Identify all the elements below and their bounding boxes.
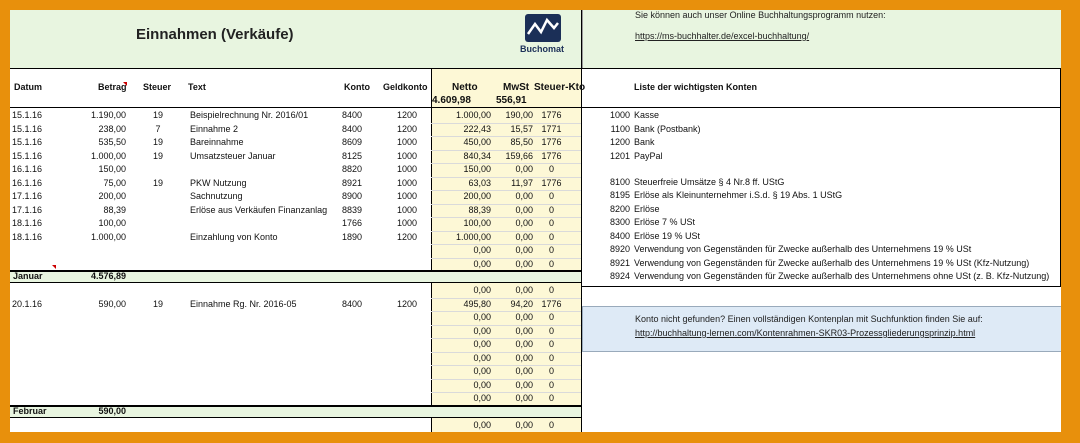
info-panel-top: [582, 10, 1061, 68]
col-header-netto: Netto: [452, 82, 478, 93]
month-total-border: [10, 282, 581, 283]
cell-mwst[interactable]: 0,00: [515, 379, 533, 390]
cell-netto[interactable]: 0,00: [473, 312, 491, 322]
konto-number: 8200: [609, 203, 630, 214]
cell-skto[interactable]: 0: [548, 191, 554, 201]
cell-steuer[interactable]: 19: [152, 150, 163, 161]
cell-geld[interactable]: 1000: [396, 204, 417, 215]
cell-steuer[interactable]: 19: [152, 177, 163, 188]
konto-name: Erlöse als Kleinunternehmer i.S.d. § 19 Abs. 1 UStG: [634, 190, 843, 200]
header-right-border: [1060, 68, 1061, 108]
spreadsheet: [10, 10, 1061, 432]
cell-datum[interactable]: 16.1.16: [12, 164, 43, 174]
cell-betrag[interactable]: 1.190,00: [90, 110, 126, 120]
cell-betrag[interactable]: 535,50: [98, 137, 126, 147]
cell-geld[interactable]: 1000: [396, 164, 417, 174]
cell-skto[interactable]: 0: [548, 245, 554, 255]
cell-mwst[interactable]: 0,00: [515, 245, 533, 255]
month-total-border: [10, 417, 581, 418]
cell-konto[interactable]: 1766: [342, 218, 363, 228]
col-header-mwst: MwSt: [503, 82, 530, 93]
cell-betrag[interactable]: 75,00: [103, 177, 126, 188]
logo-name: Buchomat: [520, 44, 565, 54]
konto-number: 8300: [609, 217, 630, 227]
cell-skto[interactable]: 0: [548, 231, 554, 242]
cell-mwst[interactable]: 0,00: [515, 339, 533, 349]
cell-mwst[interactable]: 0,00: [515, 420, 533, 430]
chart-logo-icon: [525, 14, 561, 42]
cell-mwst[interactable]: 0,00: [515, 312, 533, 322]
cell-konto[interactable]: 1890: [342, 231, 363, 242]
konto-number: 1000: [609, 110, 630, 120]
comment-marker: [52, 265, 56, 269]
cell-skto[interactable]: 0: [548, 325, 554, 336]
cell-konto[interactable]: 8400: [342, 110, 363, 120]
cell-skto[interactable]: 1771: [541, 123, 562, 134]
cell-mwst[interactable]: 0,00: [515, 204, 533, 215]
cell-skto[interactable]: 0: [548, 352, 554, 363]
page-title: Einnahmen (Verkäufe): [136, 26, 294, 43]
cell-konto[interactable]: 8820: [342, 164, 363, 174]
konto-name: Steuerfreie Umsätze § 4 Nr.8 ff. UStG: [634, 176, 785, 187]
cell-mwst[interactable]: 0,00: [515, 191, 533, 201]
cell-text[interactable]: Erlöse aus Verkäufen Finanzanlag: [190, 204, 328, 215]
cell-mwst[interactable]: 0,00: [515, 393, 533, 403]
konto-name: Bank (Postbank): [634, 123, 701, 134]
cell-netto[interactable]: 222,43: [463, 123, 491, 134]
cell-geld[interactable]: 1000: [396, 191, 417, 201]
cell-datum[interactable]: 15.1.16: [12, 150, 43, 161]
cell-betrag[interactable]: 150,00: [98, 164, 126, 174]
cell-mwst[interactable]: 85,50: [510, 137, 533, 147]
cell-mwst[interactable]: 159,66: [505, 150, 533, 161]
cell-netto[interactable]: 150,00: [463, 164, 491, 174]
cell-betrag[interactable]: 238,00: [98, 123, 126, 134]
cell-konto[interactable]: 8839: [342, 204, 363, 215]
cell-netto[interactable]: 1.000,00: [455, 110, 491, 120]
cell-mwst[interactable]: 0,00: [515, 218, 533, 228]
konto-number: 1200: [609, 137, 630, 147]
cell-geld[interactable]: 1200: [396, 231, 417, 242]
cell-geld[interactable]: 1000: [396, 150, 417, 161]
cell-netto[interactable]: 0,00: [473, 393, 491, 403]
cell-skto[interactable]: 1776: [541, 110, 562, 120]
konto-name: PayPal: [634, 150, 663, 161]
cell-konto[interactable]: 8125: [342, 150, 363, 161]
header-top-border: [10, 68, 1061, 69]
konto-number: 1201: [609, 150, 630, 161]
cell-mwst[interactable]: 0,00: [515, 285, 533, 295]
konto-number: 8921: [609, 257, 630, 268]
col-header-steuer-kto: Steuer-Kto: [534, 82, 586, 93]
month-label: Januar: [13, 271, 43, 281]
info-top-text: Sie können auch unser Online Buchhaltungsprogramm nutzen:: [635, 10, 886, 20]
cell-steuer[interactable]: 7: [155, 123, 161, 134]
konto-number: 8100: [609, 176, 630, 187]
cell-netto[interactable]: 0,00: [473, 325, 491, 336]
cell-netto[interactable]: 100,00: [463, 218, 491, 228]
col-header-konto: Konto: [344, 82, 370, 92]
konto-name: Verwendung von Gegenständen für Zwecke außerhalb des Unternehmens ohne USt (z. B. Kfz-Nutzung): [634, 271, 1050, 281]
cell-skto[interactable]: 0: [548, 218, 554, 228]
cell-mwst[interactable]: 94,20: [510, 298, 533, 309]
cell-mwst[interactable]: 0,00: [515, 366, 533, 376]
col-divider-right: [581, 10, 582, 432]
konto-name: Erlöse: [634, 203, 660, 214]
cell-konto[interactable]: 8400: [342, 298, 363, 309]
cell-mwst[interactable]: 0,00: [515, 164, 533, 174]
cell-skto[interactable]: 0: [548, 204, 554, 215]
cell-netto[interactable]: 0,00: [473, 352, 491, 363]
info-bottom-link[interactable]: http://buchhaltung-lernen.com/Kontenrahmen-SKR03-Prozessgliederungsprinzip.html: [635, 328, 976, 338]
cell-datum[interactable]: 18.1.16: [12, 218, 43, 228]
title-band: [10, 10, 581, 68]
konto-number: 8924: [609, 271, 630, 281]
cell-netto[interactable]: 0,00: [473, 379, 491, 390]
info-bottom-text: Konto nicht gefunden? Einen vollständigen Kontenplan mit Suchfunktion finden Sie auf:: [635, 314, 983, 324]
cell-text[interactable]: Einzahlung von Konto: [190, 231, 278, 242]
cell-mwst[interactable]: 190,00: [505, 110, 533, 120]
month-label: Februar: [13, 406, 47, 416]
cell-mwst[interactable]: 0,00: [515, 231, 533, 242]
cell-datum[interactable]: 17.1.16: [12, 191, 43, 201]
cell-text[interactable]: Einnahme 2: [190, 123, 239, 134]
konto-name: Bank: [634, 137, 655, 147]
cell-text[interactable]: Bareinnahme: [190, 137, 244, 147]
konto-number: 8195: [609, 190, 630, 200]
col-header-konten-liste: Liste der wichtigsten Konten: [634, 82, 758, 92]
cell-datum[interactable]: 15.1.16: [12, 123, 43, 134]
header-bottom-border: [10, 107, 1061, 108]
konto-name: Erlöse 19 % USt: [634, 230, 701, 241]
konto-number: 1100: [610, 123, 630, 134]
cell-datum[interactable]: 20.1.16: [12, 298, 43, 309]
cell-konto[interactable]: 8921: [342, 177, 363, 188]
cell-skto[interactable]: 0: [548, 379, 554, 390]
cell-geld[interactable]: 1000: [396, 218, 417, 228]
cell-konto[interactable]: 8400: [342, 123, 363, 134]
cell-skto[interactable]: 0: [548, 420, 554, 430]
month-sum: 590,00: [98, 406, 126, 416]
cell-geld[interactable]: 1000: [396, 137, 417, 147]
cell-text[interactable]: PKW Nutzung: [190, 177, 247, 188]
konto-name: Verwendung von Gegenständen für Zwecke außerhalb des Unternehmens 19 % USt (Kfz-Nutzung): [634, 257, 1030, 268]
cell-skto[interactable]: 1776: [541, 137, 562, 147]
konto-name: Kasse: [634, 110, 660, 120]
cell-skto[interactable]: 0: [548, 339, 554, 349]
cell-text[interactable]: Umsatzsteuer Januar: [190, 150, 276, 161]
cell-betrag[interactable]: 1.000,00: [90, 231, 126, 242]
cell-datum[interactable]: 15.1.16: [12, 137, 43, 147]
cell-netto[interactable]: 0,00: [473, 339, 491, 349]
cell-netto[interactable]: 0,00: [473, 258, 491, 269]
konto-name: Verwendung von Gegenständen für Zwecke außerhalb des Unternehmens 19 % USt: [634, 244, 972, 254]
col-header-steuer: Steuer: [143, 82, 172, 92]
cell-text[interactable]: Einnahme Rg. Nr. 2016-05: [190, 298, 297, 309]
cell-skto[interactable]: 0: [548, 164, 554, 174]
cell-steuer[interactable]: 19: [152, 110, 163, 120]
info-panel-bottom: [582, 306, 1061, 352]
cell-steuer[interactable]: 19: [152, 298, 163, 309]
cell-steuer[interactable]: 19: [152, 137, 163, 147]
cell-betrag[interactable]: 200,00: [98, 191, 126, 201]
cell-skto[interactable]: 0: [548, 366, 554, 376]
cell-geld[interactable]: 1200: [396, 298, 417, 309]
cell-betrag[interactable]: 590,00: [98, 298, 126, 309]
cell-geld[interactable]: 1200: [396, 123, 417, 134]
cell-skto[interactable]: 0: [548, 393, 554, 403]
cell-datum[interactable]: 17.1.16: [12, 204, 43, 215]
cell-netto[interactable]: 495,80: [463, 298, 491, 309]
cell-netto[interactable]: 1.000,00: [455, 231, 491, 242]
cell-netto[interactable]: 450,00: [463, 137, 491, 147]
cell-geld[interactable]: 1000: [396, 177, 417, 188]
cell-netto[interactable]: 200,00: [463, 191, 491, 201]
cell-betrag[interactable]: 1.000,00: [90, 150, 126, 161]
konto-number: 8400: [609, 230, 630, 241]
konten-list-right-border: [1060, 107, 1061, 287]
cell-betrag[interactable]: 100,00: [98, 218, 126, 228]
konto-name: Erlöse 7 % USt: [634, 217, 696, 227]
cell-netto[interactable]: 0,00: [473, 245, 491, 255]
cell-skto[interactable]: 0: [548, 312, 554, 322]
cell-netto[interactable]: 0,00: [473, 285, 491, 295]
comment-marker: [123, 82, 127, 86]
cell-skto[interactable]: 0: [548, 285, 554, 295]
cell-text[interactable]: Sachnutzung: [190, 191, 243, 201]
cell-skto[interactable]: 1776: [541, 177, 562, 188]
cell-datum[interactable]: 15.1.16: [12, 110, 43, 120]
col-header-betrag: Betrag: [98, 82, 127, 92]
cell-konto[interactable]: 8609: [342, 137, 363, 147]
cell-mwst[interactable]: 0,00: [515, 258, 533, 269]
cell-skto[interactable]: 1776: [541, 150, 562, 161]
col-header-text: Text: [188, 82, 206, 92]
cell-datum[interactable]: 16.1.16: [12, 177, 43, 188]
cell-netto[interactable]: 0,00: [473, 366, 491, 376]
col-header-datum: Datum: [14, 82, 43, 92]
konto-number: 8920: [609, 244, 630, 254]
cell-mwst[interactable]: 15,57: [510, 123, 533, 134]
info-top-link[interactable]: https://ms-buchhalter.de/excel-buchhaltung/: [635, 31, 810, 41]
cell-netto[interactable]: 88,39: [468, 204, 491, 215]
cell-netto[interactable]: 840,34: [463, 150, 491, 161]
cell-geld[interactable]: 1200: [396, 110, 417, 120]
cell-skto[interactable]: 1776: [541, 298, 562, 309]
total-mwst: 556,91: [496, 95, 527, 106]
cell-text[interactable]: Beispielrechnung Nr. 2016/01: [190, 110, 309, 120]
cell-netto[interactable]: 63,03: [468, 177, 491, 188]
month-sum: 4.576,89: [90, 271, 126, 281]
cell-datum[interactable]: 18.1.16: [12, 231, 43, 242]
cell-mwst[interactable]: 0,00: [515, 325, 533, 336]
konten-list-bottom-border: [582, 286, 1061, 287]
col-header-geldkonto: Geldkonto: [383, 82, 428, 92]
total-netto: 4.609,98: [432, 95, 471, 106]
cell-netto[interactable]: 0,00: [473, 420, 491, 430]
cell-mwst[interactable]: 11,97: [511, 177, 533, 188]
cell-mwst[interactable]: 0,00: [515, 352, 533, 363]
cell-betrag[interactable]: 88,39: [103, 204, 126, 215]
cell-konto[interactable]: 8900: [342, 191, 363, 201]
cell-skto[interactable]: 0: [548, 258, 554, 269]
